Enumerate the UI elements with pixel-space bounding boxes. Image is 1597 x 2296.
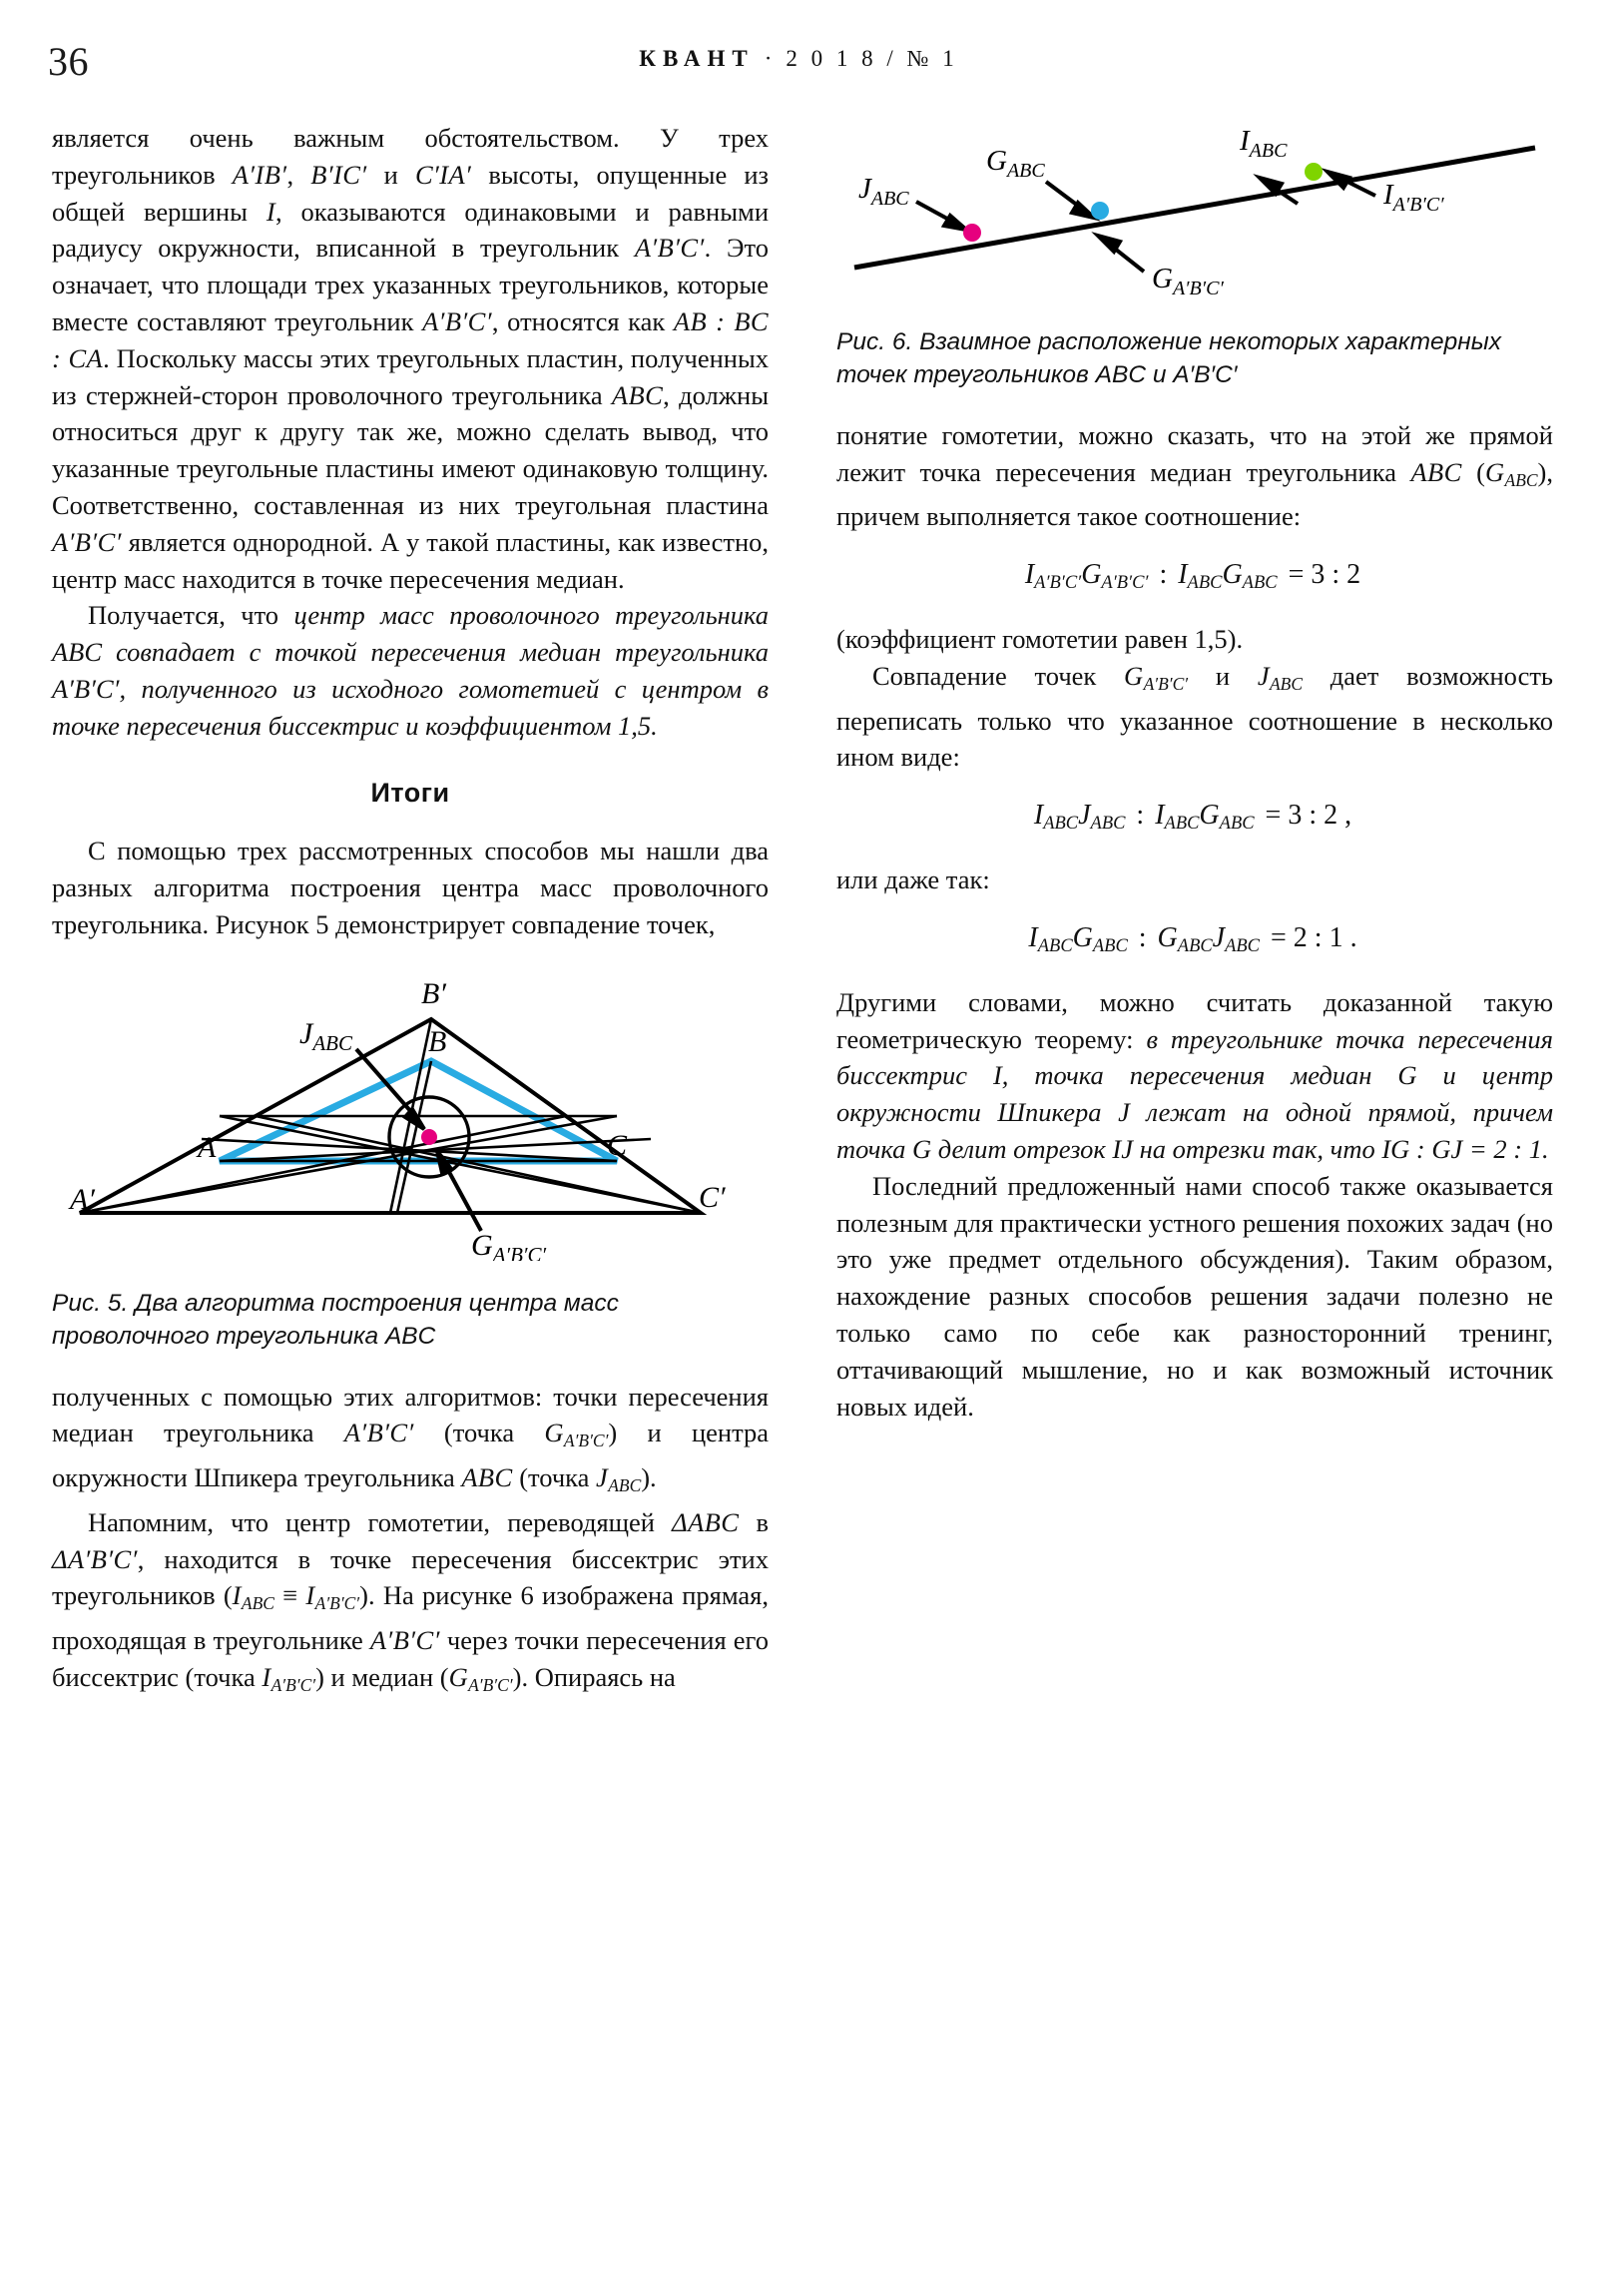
text-run: , оказываются одинаковыми и равными радиусу окружности, вписанной в треугольник <box>52 196 769 264</box>
text-run: Напомним, что центр гомотетии, переводящей <box>88 1506 673 1537</box>
text-run: ). <box>641 1462 657 1493</box>
math-inline: $G_{A'B'C'}$ <box>544 1418 609 1451</box>
header-separator: · <box>764 46 777 71</box>
text-run: ), причем выполняется такое соотношение: <box>836 456 1553 532</box>
label-c-prime: C′ <box>699 1180 726 1214</box>
text-run: , находится в точке пересечения биссектрис этих треугольников ( <box>52 1543 769 1611</box>
paragraph-after-fig6 <box>836 417 1553 535</box>
text-run: , <box>286 159 311 190</box>
text-run: (точка <box>413 1418 545 1448</box>
math-inline: $I_{A'B'C'}$ <box>305 1580 360 1614</box>
math-inline: B′IC′ <box>310 159 367 190</box>
math-inline: $J_{ABC}$ <box>596 1462 642 1495</box>
math-inline: $G_{A'B'C'}$ <box>448 1661 513 1695</box>
figure-6 <box>836 120 1553 391</box>
right-column <box>836 120 1553 1425</box>
math-inline: A′B′C′ <box>369 1624 440 1655</box>
journal-title: КВАНТ <box>639 46 755 71</box>
label-a-prime: A′ <box>70 1182 95 1216</box>
emphasis-run: в треугольнике точка пересечения биссектрис I, точка пересечения медиан G и центр окружности Шпикера J лежат на одной прямой, причем точка G делит отрезок IJ на отрезки так, что IG : GJ = 2 : 1. <box>836 1023 1553 1165</box>
paragraph-after-fig5 <box>52 1379 769 1504</box>
text-run: С помощью трех рассмотренных способов мы нашли два разных алгоритма построения центра масс проволочного треугольника. Рисунок 5 демонстрирует совпадение точек, <box>52 836 769 939</box>
math-inline: ΔA′B′C′ <box>52 1543 138 1574</box>
issue-label: 2 0 1 8 / № 1 <box>786 46 958 71</box>
figure-6-caption: Рис. 6. Взаимное расположение некоторых характерных точек треугольников ABC и A′B′C′ <box>836 327 1501 388</box>
math-inline: I <box>266 196 276 227</box>
text-run: . Это означает, что площади трех указанных треугольников, которые вместе составляют треугольник <box>52 233 769 336</box>
label-g-abc: $G_{ABC}$ <box>986 145 1045 182</box>
text-run: дает возможность переписать только что указанное соотношение в несколько ином виде: <box>836 660 1553 773</box>
left-column <box>52 120 769 1703</box>
label-b-prime: B′ <box>421 976 446 1010</box>
text-run: Получается, что <box>88 600 294 631</box>
text-run: ( <box>1461 456 1485 487</box>
text-run: ) и медиан ( <box>315 1661 449 1692</box>
math-inline: $I_{ABC}$ <box>232 1580 274 1614</box>
text-run: понятие гомотетии, можно сказать, что на этой же прямой лежит точка пересечения медиан треугольника <box>836 419 1553 487</box>
math-inline: $I_{A'B'C'}$ <box>262 1661 316 1695</box>
formula-ratio-1: $I_{A'B'C'}G_{A'B'C'}$ : $I_{ABC}G_{ABC} = 3$ : 2 <box>1024 559 1361 593</box>
label-j-abc: $J_{ABC}$ <box>858 173 909 210</box>
math-inline: C′IA′ <box>414 159 472 190</box>
math-inline: ΔABC <box>672 1506 740 1537</box>
text-run: ) и центра окружности Шпикера треугольника <box>52 1418 769 1493</box>
text-run: и <box>366 159 415 190</box>
label-a: A <box>198 1130 217 1164</box>
text-run: , должны относиться друг к другу так же, можно сделать вывод, что указанные треугольные пластины имеют одинаковую толщину. Соответственно, составленная из них треугольная пластина <box>52 379 770 520</box>
formula-ratio-3: $I_{ABC}G_{ABC}$ : $G_{ABC}J_{ABC} = 2$ : 1 . <box>1028 921 1357 956</box>
label-i-abc: $I_{ABC}$ <box>1240 125 1288 162</box>
text-run: через точки пересечения его биссектрис (точка <box>52 1624 769 1692</box>
math-inline: $G_{ABC}$ <box>1484 456 1538 490</box>
label-g-apbpcp: $G_{A'B'C'}$ <box>1152 263 1224 299</box>
label-i-apbpcp: $I_{A'B'C'}$ <box>1383 179 1444 216</box>
text-run: является однородной. А у такой пластины, как известно, центр масс находится в точке пересечения медиан. <box>52 526 769 594</box>
text-run: ). Опираясь на <box>512 1661 676 1692</box>
point-i-incenter <box>1305 163 1323 181</box>
math-inline: AB : BC : CA <box>52 305 769 373</box>
section-heading: Итоги <box>370 777 450 808</box>
text-run: в <box>739 1506 769 1537</box>
text-run: Другими словами, можно считать доказанной такую геометрическую теорему: <box>836 986 1553 1054</box>
paragraph-summary <box>52 833 769 942</box>
math-inline: ABC <box>1410 456 1462 487</box>
math-inline: $G_{A'B'C'}$ <box>1124 660 1189 694</box>
label-j-abc: $J_{ABC}$ <box>299 1016 352 1055</box>
paragraph-coefficient: (коэффициент гомотетии равен 1,5). <box>836 624 1244 655</box>
text-run: является очень важным обстоятельством. У трех треугольников <box>52 123 769 190</box>
paragraph-or-even: или даже так: <box>836 864 990 895</box>
math-inline: A′B′C′ <box>634 233 705 264</box>
text-run: (точка <box>512 1462 597 1493</box>
paragraph-final: Последний предложенный нами способ также оказывается полезным для практически устного решения похожих задач (но это уже предмет отдельного обсуждения). Таким образом, нахождение разных способов решения задачи полезно не только само по себе как разносторонний тренинг, оттачивающий мышление, но и как возможный источник новых идей. <box>836 1170 1553 1422</box>
point-j-spieker <box>963 224 981 242</box>
paragraph-homothety <box>52 1504 769 1704</box>
figure-6-drawing <box>836 120 1553 299</box>
math-inline: A′B′C′ <box>52 526 122 557</box>
paragraph-continuation <box>52 120 769 597</box>
math-inline: A′B′C′ <box>343 1418 414 1448</box>
text-run: ). На рисунке 6 изображена прямая, проходящая в треугольнике <box>52 1580 769 1655</box>
text-run: полученных с помощью этих алгоритмов: точки пересечения медиан треугольника <box>52 1381 769 1448</box>
math-inline: ABC <box>611 379 664 410</box>
text-run: высоты, опущенные из общей вершины <box>52 159 770 227</box>
text-run: . Поскольку массы этих треугольных пластин, полученных из стержней-сторон проволочного треугольника <box>52 342 769 410</box>
math-inline: $J_{ABC}$ <box>1257 660 1304 694</box>
center-of-mass-point <box>421 1129 437 1145</box>
math-inline: ABC <box>461 1462 513 1493</box>
arrowhead-g-apbpcp <box>1098 236 1120 252</box>
math-inline: A′IB′ <box>232 159 287 190</box>
label-g-apbpcp: $G_{A'B'C'}$ <box>471 1228 547 1261</box>
text-run: ≡ <box>273 1580 306 1611</box>
figure-5 <box>52 961 769 1353</box>
figure-5-drawing <box>52 961 769 1261</box>
emphasis-run: центр масс проволочного треугольника ABC совпадает с точкой пересечения медиан треугольника A′B′C′, полученного из исходного гомотетией с центром в точке пересечения биссектрис и коэффициентом 1,5. <box>52 600 770 741</box>
paragraph-theorem <box>836 984 1553 1168</box>
paragraph-coincidence <box>836 658 1553 776</box>
running-head <box>0 46 1597 72</box>
figure-5-caption: Рис. 5. Два алгоритма построения центра масс проволочного треугольника ABC <box>52 1289 619 1350</box>
arrowhead-j <box>944 216 966 230</box>
arrowhead-i-abc <box>1260 178 1282 194</box>
label-b: B <box>428 1024 447 1058</box>
paragraph-conclusion <box>52 597 769 744</box>
math-inline: A′B′C′ <box>422 305 492 336</box>
formula-ratio-2: $I_{ABC}J_{ABC}$ : $I_{ABC}G_{ABC} = 3$ : 2 , <box>1033 800 1352 834</box>
text-run: , относятся как <box>491 305 674 336</box>
text-run: Совпадение точек <box>872 660 1125 691</box>
arrowhead-g-abc <box>1072 203 1094 218</box>
text-run: и <box>1188 660 1258 691</box>
page-number: 36 <box>48 39 89 84</box>
label-c: C <box>607 1128 628 1162</box>
point-g-centroid <box>1091 202 1109 220</box>
